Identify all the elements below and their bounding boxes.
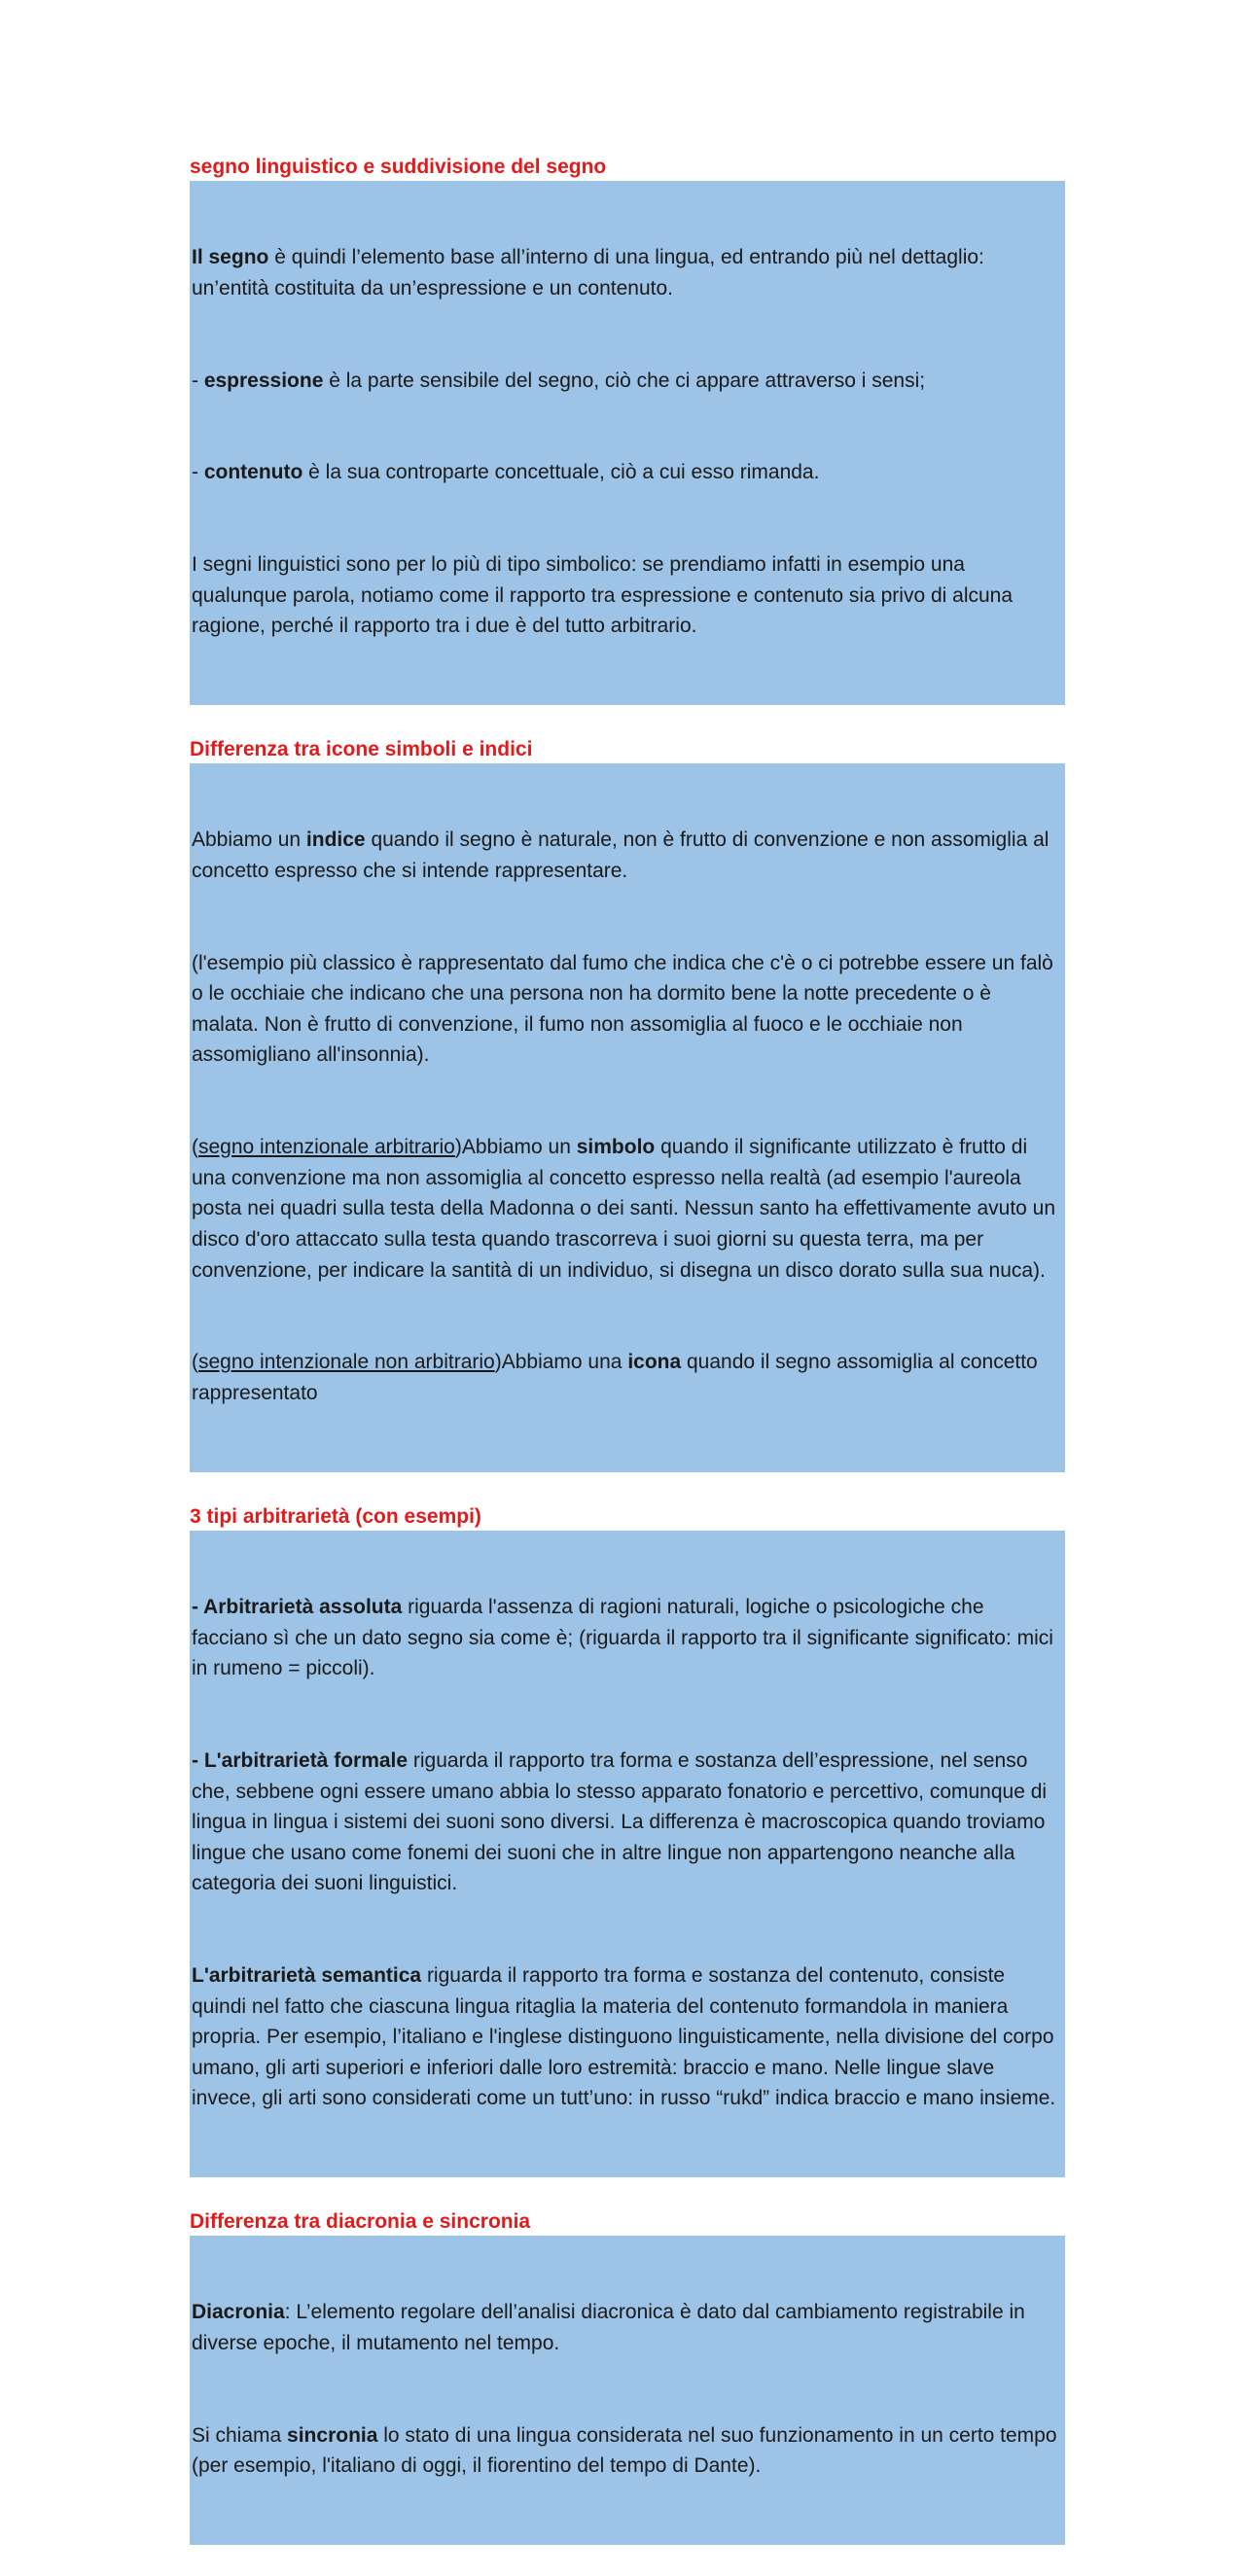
section-diacronia-sincronia xyxy=(190,2208,1065,2545)
text-run: Abbiamo un xyxy=(192,829,306,852)
text-run: - xyxy=(192,369,204,392)
text-bold: Il segno xyxy=(192,246,269,269)
text-bold: L'arbitrarietà semantica xyxy=(192,1964,422,1988)
text-bold: indice xyxy=(305,829,366,852)
text-run: riguarda l'assenza di ragioni naturali, logiche o psicologiche che facciano sì che un dato segno sia come è; (riguarda il rapporto tra il significante significato: mici in rumeno = piccoli). xyxy=(192,1595,1059,1680)
text-run: è quindi l’elemento base all’interno di una lingua, ed entrando più nel dettaglio: un’entità costituita da un’espressione e un contenuto. xyxy=(192,246,996,300)
paragraph xyxy=(192,825,1063,886)
paragraph xyxy=(192,1746,1063,1899)
text-run: lo stato di una lingua considerata nel suo funzionamento in un certo tempo (per esempio, l'italiano di oggi, il fiorentino del tempo di Dante). xyxy=(192,2423,1063,2478)
text-run: I segni linguistici sono per lo più di tipo simbolico: se prendiamo infatti in esempio una qualunque parola, notiamo come il rapporto tra espressione e contenuto sia privo di alcuna ragione, perché il rapporto tra i due è del tutto arbitrario. xyxy=(192,553,1018,638)
text-run: )Abbiamo un xyxy=(454,1136,577,1159)
section-title: Differenza tra diacronia e sincronia xyxy=(190,2210,531,2234)
text-bold: espressione xyxy=(203,369,324,392)
section-body xyxy=(190,1531,1065,2177)
text-run: : L’elemento regolare dell’analisi diacronica è dato dal cambiamento registrabile in diverse epoche, il mutamento nel tempo. xyxy=(192,2301,1031,2354)
paragraph xyxy=(192,2420,1063,2482)
section-body xyxy=(190,181,1065,705)
paragraph xyxy=(192,1960,1063,2114)
text-run: quando il segno assomiglia al concetto rappresentato xyxy=(192,1351,1044,1404)
paragraph xyxy=(192,1592,1063,1684)
section-body xyxy=(190,2236,1065,2545)
paragraph xyxy=(192,366,1063,397)
section-body xyxy=(190,763,1065,1472)
text-run: Si chiama xyxy=(192,2423,288,2447)
section-title: segno linguistico e suddivisione del segno xyxy=(190,156,607,178)
text-run: ( xyxy=(192,1351,198,1374)
paragraph xyxy=(192,2297,1063,2358)
paragraph xyxy=(192,457,1063,488)
text-bold: Diacronia xyxy=(192,2301,285,2324)
text-run: quando il segno è naturale, non è frutto di convenzione e non assomiglia al concetto espresso che si intende rappresentare. xyxy=(192,829,1055,882)
paragraph xyxy=(192,1132,1063,1286)
text-bold: contenuto xyxy=(203,461,303,484)
text-run: riguarda il rapporto tra forma e sostanza del contenuto, consiste quindi nel fatto che ciascuna lingua ritaglia la materia del contenuto formandola in maniera propria. Per esempio, l’italiano e l'inglese distinguono linguisticamente, nella divisione del corpo umano, gli arti superiori e inferiori dalle loro estremità: braccio e mano. Nelle lingue slave invece, gli arti sono considerati come un tutt’uno: in russo “rukd” indica braccio e mano insieme. xyxy=(192,1964,1060,2110)
paragraph xyxy=(192,948,1063,1071)
section-arbitrarieta xyxy=(190,1503,1065,2177)
section-title: 3 tipi arbitrarietà (con esempi) xyxy=(190,1504,481,1528)
text-run: (l'esempio più classico è rappresentato dal fumo che indica che c'è o ci potrebbe essere un falò o le occhiaie che indicano che una persona non ha dormito bene la notte precedente o è malata. Non è frutto di convenzione, il fumo non assomiglia al fuoco e le occhiaie non assomigliano all'insonnia). xyxy=(192,951,1059,1067)
text-bold: icona xyxy=(627,1351,682,1374)
section-icone-simboli-indici xyxy=(190,736,1065,1472)
text-run: - xyxy=(192,461,204,484)
text-bold: - Arbitrarietà assoluta xyxy=(192,1595,403,1618)
text-run: riguarda il rapporto tra forma e sostanza dell’espressione, nel senso che, sebbene ogni essere umano abbia lo stesso apparato fonatorio e percettivo, comunque di lingua in lingua i sistemi dei suoni sono diversi. La differenza è macroscopica quando troviamo lingue che usano come fonemi dei suoni che in altre lingue non appartengono neanche alla categoria dei suoni linguistici. xyxy=(192,1748,1052,1895)
text-underline: segno intenzionale arbitrario xyxy=(198,1136,455,1159)
text-run: )Abbiamo una xyxy=(494,1351,628,1374)
section-title: Differenza tra icone simboli e indici xyxy=(190,738,533,761)
paragraph xyxy=(192,242,1063,303)
document-page xyxy=(190,154,1065,2576)
text-run: è la sua controparte concettuale, ciò a cui esso rimanda. xyxy=(302,461,820,484)
text-run: ( xyxy=(192,1136,198,1159)
paragraph xyxy=(192,549,1063,642)
text-underline: segno intenzionale non arbitrario xyxy=(198,1351,495,1374)
text-bold: simbolo xyxy=(576,1136,656,1159)
text-run: è la parte sensibile del segno, ciò che ci appare attraverso i sensi; xyxy=(323,369,926,392)
text-run: quando il significante utilizzato è frutto di una convenzione ma non assomiglia al concetto espresso nella realtà (ad esempio l'aureola posta nei quadri sulla testa della Madonna o dei santi. Nessun santo ha effettivamente avuto un disco d'oro attaccato sulla testa quando trascorreva i suoi giorni su questa terra, ma per convenzione, per indicare la santità di un individuo, si disegna un disco dorato sulla sua nuca). xyxy=(192,1136,1061,1282)
section-segno-linguistico xyxy=(190,154,1065,705)
paragraph xyxy=(192,1347,1063,1408)
text-bold: - L'arbitrarietà formale xyxy=(192,1748,409,1772)
text-bold: sincronia xyxy=(287,2423,378,2447)
